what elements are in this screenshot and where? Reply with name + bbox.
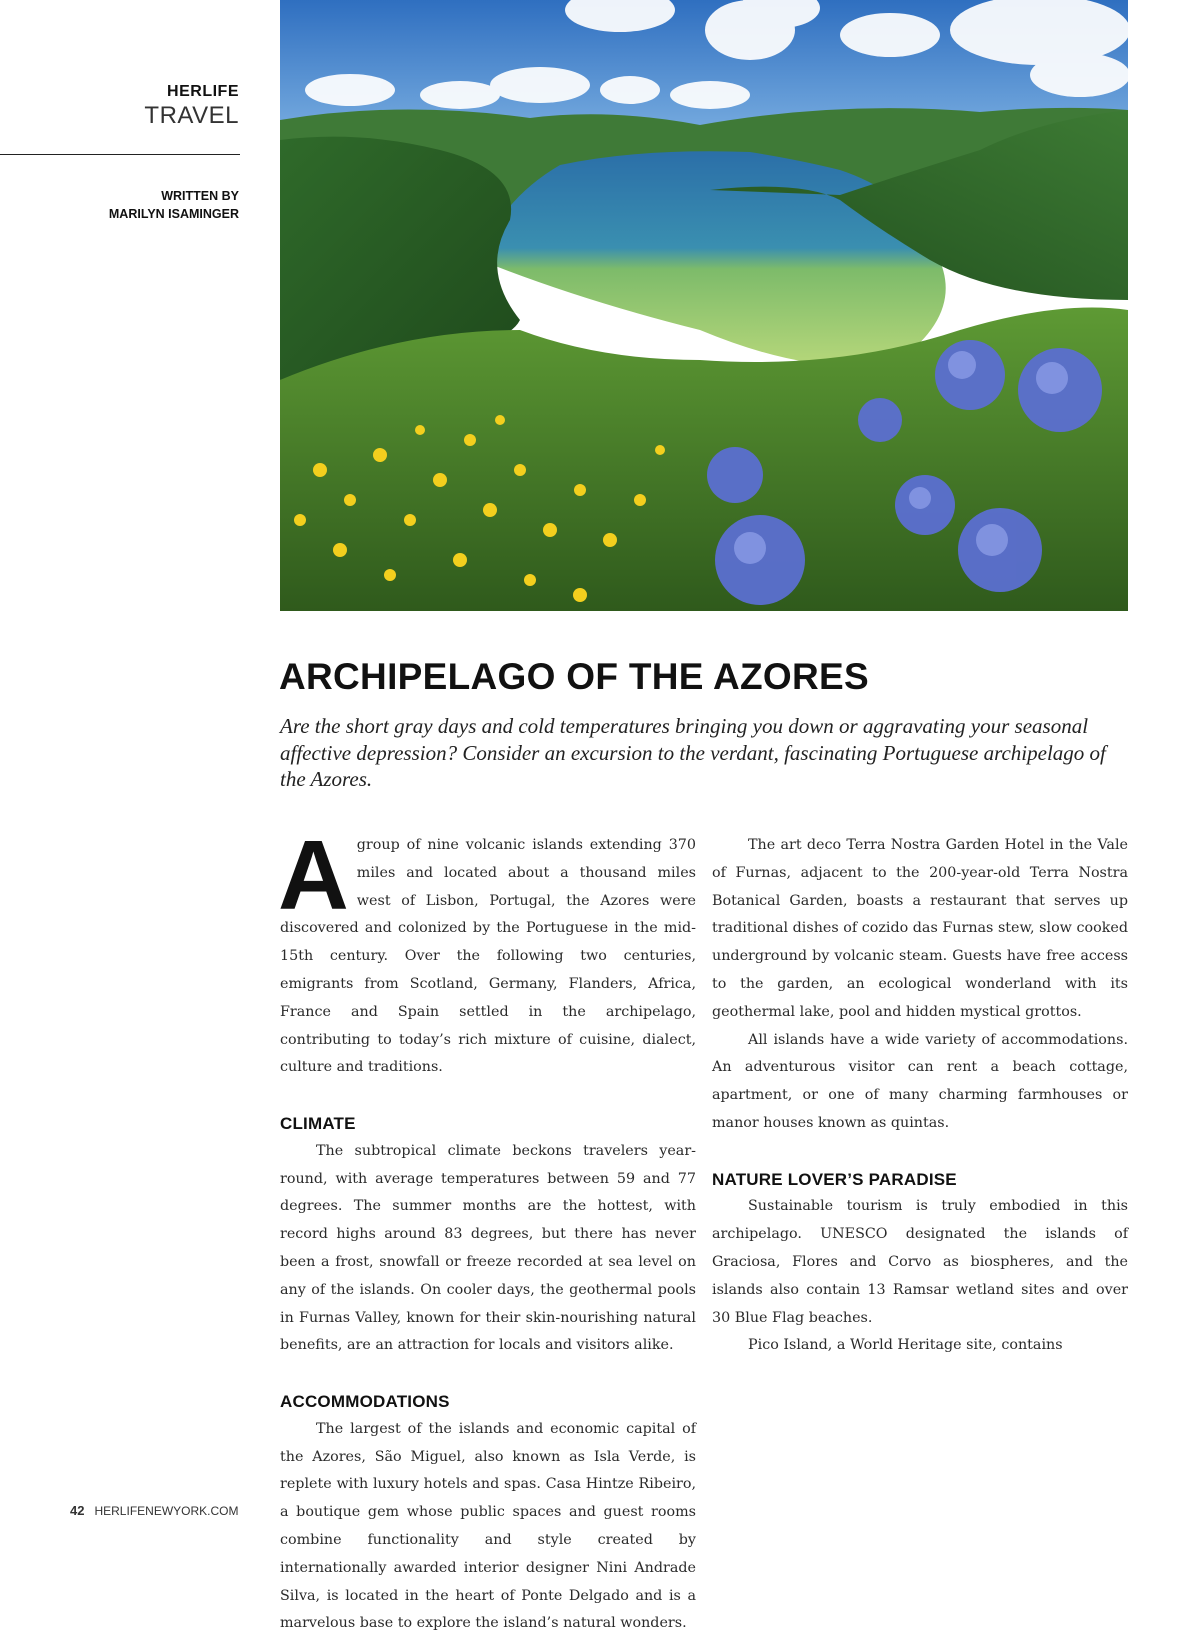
article-title: ARCHIPELAGO OF THE AZORES <box>279 656 869 697</box>
page-number: 42 <box>70 1503 85 1518</box>
page-footer <box>70 1503 238 1518</box>
climate-heading: CLIMATE <box>280 1113 356 1133</box>
nature-paragraph-2: Pico Island, a World Heritage site, contains <box>748 1337 1063 1354</box>
intro-text: group of nine volcanic islands extending 370 miles and located about a thousand miles west of Lisbon, Portugal, the Azores were discovered and colonized by the Portuguese in the mid-15th century. Over the following two centuries, emigrants from Scotland, Germany, Flanders, Africa, France and Spain settled in the archipelago, contributing to today’s rich mixture of cuisine, dialect, culture and traditions. <box>280 837 696 1076</box>
section-divider <box>0 154 240 155</box>
drop-cap: A <box>278 820 349 930</box>
website-link[interactable]: HERLIFENEWYORK.COM <box>94 1504 239 1518</box>
hero-landscape-photo <box>280 0 1128 611</box>
nature-paragraph-1: Sustainable tourism is truly embodied in this archipelago. UNESCO designated the islands of Graciosa, Flores and Corvo as biospheres, and the islands also contain 13 Ramsar wetland sites and over 30 Blue Flag beaches. <box>712 1198 1128 1326</box>
byline-label: WRITTEN BY <box>161 189 239 203</box>
accommodations-paragraph-2: The art deco Terra Nostra Garden Hotel in the Vale of Furnas, adjacent to the 200-year-old Terra Nostra Botanical Garden, boasts a restaurant that serves up traditional dishes of cozido das Furnas stew, slow cooked underground by volcanic steam. Guests have free access to the garden, an ecological wonderland with its geothermal lake, pool and hidden mystical grottos. <box>712 837 1128 1020</box>
article-column-right <box>712 832 1128 1360</box>
section-category: TRAVEL <box>144 102 239 129</box>
accommodations-paragraph-3: All islands have a wide variety of accommodations. An adventurous visitor can rent a beach cottage, apartment, or one of many charming farmhouses or manor houses known as quintas. <box>712 1031 1128 1131</box>
byline-author: MARILYN ISAMINGER <box>108 207 239 221</box>
section-name: HERLIFE <box>167 83 239 100</box>
accommodations-heading: ACCOMMODATIONS <box>280 1391 450 1411</box>
intro-paragraph <box>278 820 696 1082</box>
nature-heading: NATURE LOVER’S PARADISE <box>712 1169 957 1189</box>
article-column-left <box>278 820 696 1638</box>
article-dek: Are the short gray days and cold temperatures bringing you down or aggravating your seasonal affective depression? Consider an excursion to the verdant, fascinating Portuguese archipelago of the Azores. <box>280 714 1106 791</box>
climate-paragraph: The subtropical climate beckons travelers year-round, with average temperatures between 59 and 77 degrees. The summer months are the hottest, with record highs around 83 degrees, but there has never been a frost, snowfall or freeze recorded at sea level on any of the islands. On cooler days, the geothermal pools in Furnas Valley, known for their skin-nourishing natural benefits, are an attraction for locals and visitors alike. <box>280 1142 696 1354</box>
accommodations-paragraph-1: The largest of the islands and economic capital of the Azores, São Miguel, also known as Isla Verde, is replete with luxury hotels and spas. Casa Hintze Ribeiro, a boutique gem whose public spaces and guest rooms combine functionality and style created by internationally awarded interior designer Nini Andrade Silva, is located in the heart of Ponte Delgado and is a marvelous base to explore the island’s natural wonders. <box>280 1420 696 1632</box>
section-label <box>144 82 239 130</box>
byline <box>109 187 239 223</box>
